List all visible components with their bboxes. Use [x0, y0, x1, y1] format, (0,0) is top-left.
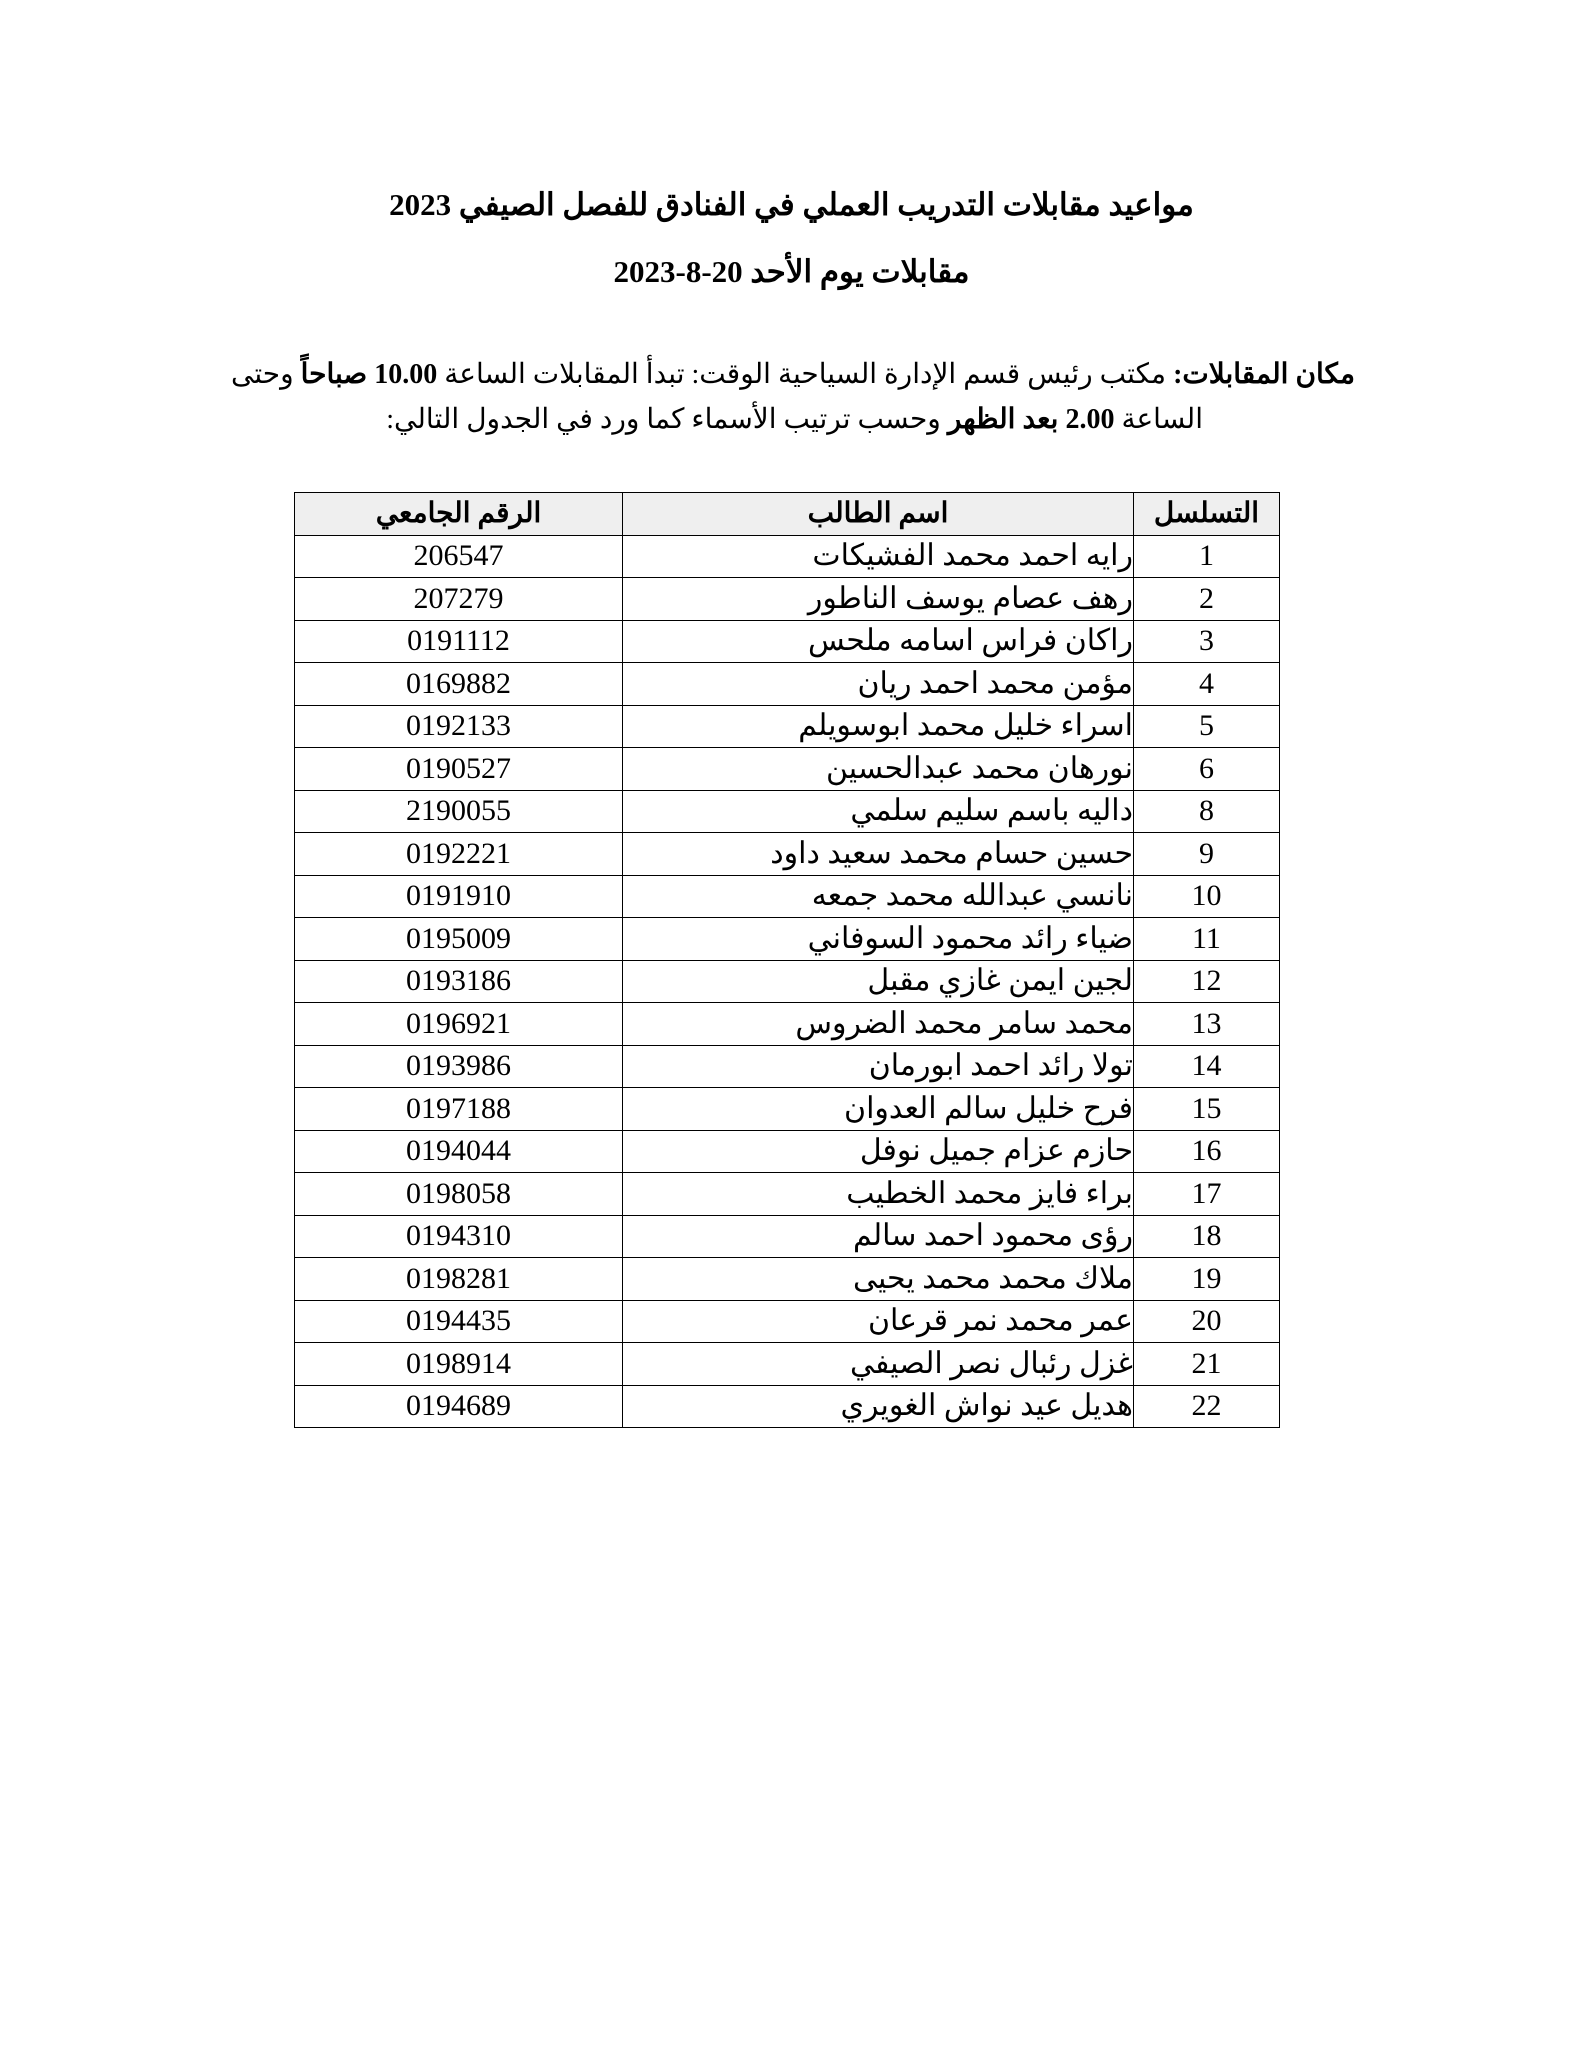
- university-id-cell: 0196921: [295, 1003, 623, 1046]
- student-name-cell: راكان فراس اسامه ملحس: [623, 620, 1134, 663]
- sequence-cell: 12: [1134, 960, 1280, 1003]
- page-subtitle: مقابلات يوم الأحد 20-8-2023: [613, 254, 970, 289]
- sequence-cell: 11: [1134, 918, 1280, 961]
- university-id-cell: 0194310: [295, 1215, 623, 1258]
- sequence-cell: 3: [1134, 620, 1280, 663]
- interview-location-paragraph: [212, 352, 1355, 442]
- university-id-cell: 206547: [295, 535, 623, 578]
- student-name-cell: رؤى محمود احمد سالم: [623, 1215, 1134, 1258]
- table-row: [295, 620, 1280, 663]
- university-id-cell: 0190527: [295, 748, 623, 791]
- header-university-id: الرقم الجامعي: [295, 493, 623, 536]
- sequence-cell: 15: [1134, 1088, 1280, 1131]
- location-text: مكتب رئيس قسم الإدارة السياحية الوقت: تبدأ المقابلات الساعة: [437, 359, 1174, 390]
- university-id-cell: 0193186: [295, 960, 623, 1003]
- sequence-cell: 16: [1134, 1130, 1280, 1173]
- university-id-cell: 0194044: [295, 1130, 623, 1173]
- table-row: [295, 1385, 1280, 1428]
- table-header-row: [295, 493, 1280, 536]
- table-row: [295, 705, 1280, 748]
- student-name-cell: محمد سامر محمد الضروس: [623, 1003, 1134, 1046]
- table-row: [295, 833, 1280, 876]
- sequence-cell: 21: [1134, 1343, 1280, 1386]
- student-name-cell: غزل رئبال نصر الصيفي: [623, 1343, 1134, 1386]
- table-row: [295, 1045, 1280, 1088]
- table-body: [295, 535, 1280, 1428]
- student-name-cell: رهف عصام يوسف الناطور: [623, 578, 1134, 621]
- start-time: 10.00 صباحاً: [300, 359, 438, 390]
- header-student-name: اسم الطالب: [623, 493, 1134, 536]
- sequence-cell: 8: [1134, 790, 1280, 833]
- student-name-cell: مؤمن محمد احمد ريان: [623, 663, 1134, 706]
- student-name-cell: نانسي عبدالله محمد جمعه: [623, 875, 1134, 918]
- university-id-cell: 0198281: [295, 1258, 623, 1301]
- sequence-cell: 14: [1134, 1045, 1280, 1088]
- sequence-cell: 2: [1134, 578, 1280, 621]
- sequence-cell: 10: [1134, 875, 1280, 918]
- table-row: [295, 578, 1280, 621]
- table-row: [295, 1088, 1280, 1131]
- student-name-cell: حازم عزام جميل نوفل: [623, 1130, 1134, 1173]
- table-row: [295, 663, 1280, 706]
- university-id-cell: 2190055: [295, 790, 623, 833]
- sequence-cell: 9: [1134, 833, 1280, 876]
- sequence-cell: 13: [1134, 1003, 1280, 1046]
- student-name-cell: اسراء خليل محمد ابوسويلم: [623, 705, 1134, 748]
- table-row: [295, 790, 1280, 833]
- page-title: مواعيد مقابلات التدريب العملي في الفنادق للفصل الصيفي 2023: [389, 187, 1194, 222]
- university-id-cell: 0192133: [295, 705, 623, 748]
- sequence-cell: 17: [1134, 1173, 1280, 1216]
- table-row: [295, 748, 1280, 791]
- student-name-cell: داليه باسم سليم سلمي: [623, 790, 1134, 833]
- header-sequence: التسلسل: [1134, 493, 1280, 536]
- table-row: [295, 918, 1280, 961]
- table-row: [295, 1258, 1280, 1301]
- interview-schedule-table: [294, 492, 1280, 1428]
- table-row: [295, 1130, 1280, 1173]
- university-id-cell: 0192221: [295, 833, 623, 876]
- student-name-cell: ضياء رائد محمود السوفاني: [623, 918, 1134, 961]
- university-id-cell: 0198058: [295, 1173, 623, 1216]
- location-line-2: [212, 397, 1355, 442]
- student-name-cell: رايه احمد محمد الفشيكات: [623, 535, 1134, 578]
- sequence-cell: 4: [1134, 663, 1280, 706]
- table-row: [295, 1003, 1280, 1046]
- university-id-cell: 0169882: [295, 663, 623, 706]
- student-name-cell: حسين حسام محمد سعيد داود: [623, 833, 1134, 876]
- student-name-cell: عمر محمد نمر قرعان: [623, 1300, 1134, 1343]
- university-id-cell: 0194689: [295, 1385, 623, 1428]
- university-id-cell: 0191112: [295, 620, 623, 663]
- table-row: [295, 1343, 1280, 1386]
- sequence-cell: 5: [1134, 705, 1280, 748]
- sequence-cell: 6: [1134, 748, 1280, 791]
- table-row: [295, 960, 1280, 1003]
- university-id-cell: 0193986: [295, 1045, 623, 1088]
- university-id-cell: 0194435: [295, 1300, 623, 1343]
- sequence-cell: 20: [1134, 1300, 1280, 1343]
- table-row: [295, 535, 1280, 578]
- table-row: [295, 1215, 1280, 1258]
- student-name-cell: هديل عيد نواش الغويري: [623, 1385, 1134, 1428]
- university-id-cell: 0195009: [295, 918, 623, 961]
- sequence-cell: 1: [1134, 535, 1280, 578]
- location-text-order: وحسب ترتيب الأسماء كما ورد في الجدول التالي:: [386, 404, 948, 435]
- end-time: 2.00 بعد الظهر: [947, 404, 1115, 435]
- table-row: [295, 875, 1280, 918]
- table-row: [295, 1173, 1280, 1216]
- sequence-cell: 22: [1134, 1385, 1280, 1428]
- sequence-cell: 18: [1134, 1215, 1280, 1258]
- university-id-cell: 0197188: [295, 1088, 623, 1131]
- student-name-cell: لجين ايمن غازي مقبل: [623, 960, 1134, 1003]
- table-row: [295, 1300, 1280, 1343]
- student-name-cell: براء فايز محمد الخطيب: [623, 1173, 1134, 1216]
- location-text-hour: الساعة: [1114, 404, 1203, 435]
- university-id-cell: 207279: [295, 578, 623, 621]
- student-name-cell: ملاك محمد محمد يحيى: [623, 1258, 1134, 1301]
- student-name-cell: نورهان محمد عبدالحسين: [623, 748, 1134, 791]
- university-id-cell: 0198914: [295, 1343, 623, 1386]
- student-name-cell: تولا رائد احمد ابورمان: [623, 1045, 1134, 1088]
- location-label: مكان المقابلات:: [1173, 359, 1355, 390]
- university-id-cell: 0191910: [295, 875, 623, 918]
- location-text-until: وحتى: [230, 359, 301, 390]
- sequence-cell: 19: [1134, 1258, 1280, 1301]
- student-name-cell: فرح خليل سالم العدوان: [623, 1088, 1134, 1131]
